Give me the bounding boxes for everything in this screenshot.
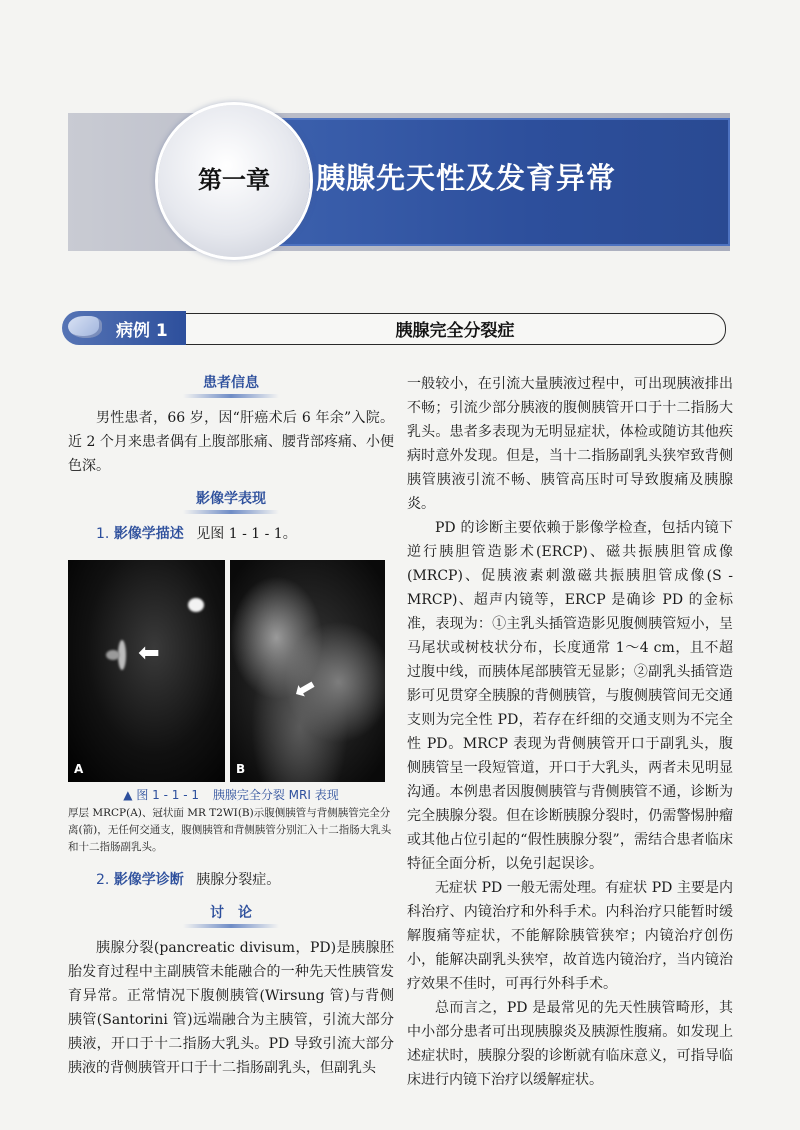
discussion-paragraph-summary: 总而言之，PD 是最常见的先天性胰管畸形，其中小部分患者可出现胰腺炎及胰源性腹痛。如发现上述症状时，胰腺分裂的诊断就有临床意义，可指导临床进行内镜下治疗以缓解症状。 xyxy=(407,1000,733,1088)
panel-letter-b: B xyxy=(236,762,246,776)
patient-info-text: 男性患者，66 岁，因“肝癌术后 6 年余”入院。近 2 个月来患者偶有上腹部胀痛、腰背部疼痛、小便色深。 xyxy=(68,410,394,474)
triangle-icon: ▲ xyxy=(123,788,133,802)
figure-caption-title: 胰腺完全分裂 MRI 表现 xyxy=(212,788,339,802)
item-text: 见图 1 - 1 - 1。 xyxy=(196,526,297,542)
imaging-item-2 xyxy=(68,868,394,892)
section-heading-underline xyxy=(183,394,279,398)
bright-spot xyxy=(188,598,204,612)
section-heading-underline xyxy=(183,924,279,928)
duct-signal xyxy=(106,650,120,660)
imaging-item-1 xyxy=(68,522,394,546)
section-heading-imaging xyxy=(68,488,394,514)
section-heading-text: 讨 论 xyxy=(210,905,252,921)
section-heading-text: 患者信息 xyxy=(203,375,259,391)
white-arrow-icon: ⬅ xyxy=(287,670,322,708)
section-heading-underline xyxy=(183,510,279,514)
panel-letter-a: A xyxy=(74,762,84,776)
section-heading-discussion xyxy=(68,902,394,928)
item-number: 2. xyxy=(96,872,110,888)
item-text: 胰腺分裂症。 xyxy=(196,872,281,888)
section-heading-text: 影像学表现 xyxy=(196,491,266,507)
figure-caption xyxy=(68,786,394,803)
figure-note: 厚层 MRCP(A)、冠状面 MR T2WI(B)示腹侧胰管与背侧胰管完全分离(箭)，无任何交通支，腹侧胰管和背侧胰管分别汇入十二指肠大乳头和十二指肠副乳头。 xyxy=(68,807,392,853)
mri-figure xyxy=(68,560,398,782)
mri-panel-a xyxy=(68,560,225,782)
pancreas-icon xyxy=(68,316,102,338)
item-number: 1. xyxy=(96,526,110,542)
mri-panel-b xyxy=(230,560,385,782)
item-label: 影像学描述 xyxy=(113,526,184,542)
discussion-paragraph-1: 胰腺分裂(pancreatic divisum，PD)是胰腺胚胎发育过程中主副胰管未能融合的一种先天性胰管发育异常。正常情况下腹侧胰管(Wirsung 管)与背侧胰管(Santorini 管)远端融合为主胰管，引流大部分胰液，开口于十二指肠大乳头。PD 导致引流大部分胰液的背侧胰管开口于十二指肠副乳头，但副乳头 xyxy=(68,940,394,1076)
left-column xyxy=(68,372,394,1080)
discussion-paragraph-treatment: 无症状 PD 一般无需处理。有症状 PD 主要是内科治疗、内镜治疗和外科手术。内科治疗只能暂时缓解腹痛等症状，不能解除胰管狭窄；内镜治疗创伤小，能解决副乳头狭窄，故首选内镜治疗，当内镜治疗效果不佳时，可再行外科手术。 xyxy=(407,880,733,992)
right-column xyxy=(407,372,733,1092)
discussion-paragraph-continued: 一般较小，在引流大量胰液过程中，可出现胰液排出不畅；引流少部分胰液的腹侧胰管开口于十二指肠大乳头。患者多表现为无明显症状，体检或随访其他疾病时意外发现。但是，当十二指肠副乳头狭窄致背侧胰管胰液引流不畅、胰管高压时可导致腹痛及胰腺炎。 xyxy=(407,376,733,512)
figure-number: 图 1 - 1 - 1 xyxy=(136,788,199,802)
case-title: 胰腺完全分裂症 xyxy=(395,321,515,341)
section-heading-patient-info xyxy=(68,372,394,398)
item-label: 影像学诊断 xyxy=(113,872,184,888)
chapter-number: 第一章 xyxy=(198,166,270,194)
chapter-title: 胰腺先天性及发育异常 xyxy=(316,161,617,195)
case-label: 病例 1 xyxy=(116,321,168,341)
white-arrow-icon: ⬅ xyxy=(138,638,160,668)
discussion-paragraph-diagnosis: PD 的诊断主要依赖于影像学检查，包括内镜下逆行胰胆管造影术(ERCP)、磁共振胰胆管成像(MRCP)、促胰液素刺激磁共振胰胆管成像(S - MRCP)、超声内镜等，ERCP 是确诊 PD 的金标准，表现为：①主乳头插管造影见腹侧胰管短小，呈马尾状或树枝状分布，长度通常 1～4 cm，且不超过腹中线，而胰体尾部胰管无显影；②副乳头插管造影可见贯穿全胰腺的背侧胰管，与腹侧胰管间无交通支则为完全性 PD，若存在纤细的交通支则为不完全性 PD。MRCP 表现为背侧胰管开口于副乳头，腹侧胰管呈一段短管道，开口于大乳头，两者未见明显沟通。本例患者因腹侧胰管与背侧胰管不通，诊断为完全胰腺分裂。但在诊断胰腺分裂时，仍需警惕肿瘤或其他占位引起的“假性胰腺分裂”，需结合患者临床特征全面分析，以免引起误诊。 xyxy=(407,520,733,872)
